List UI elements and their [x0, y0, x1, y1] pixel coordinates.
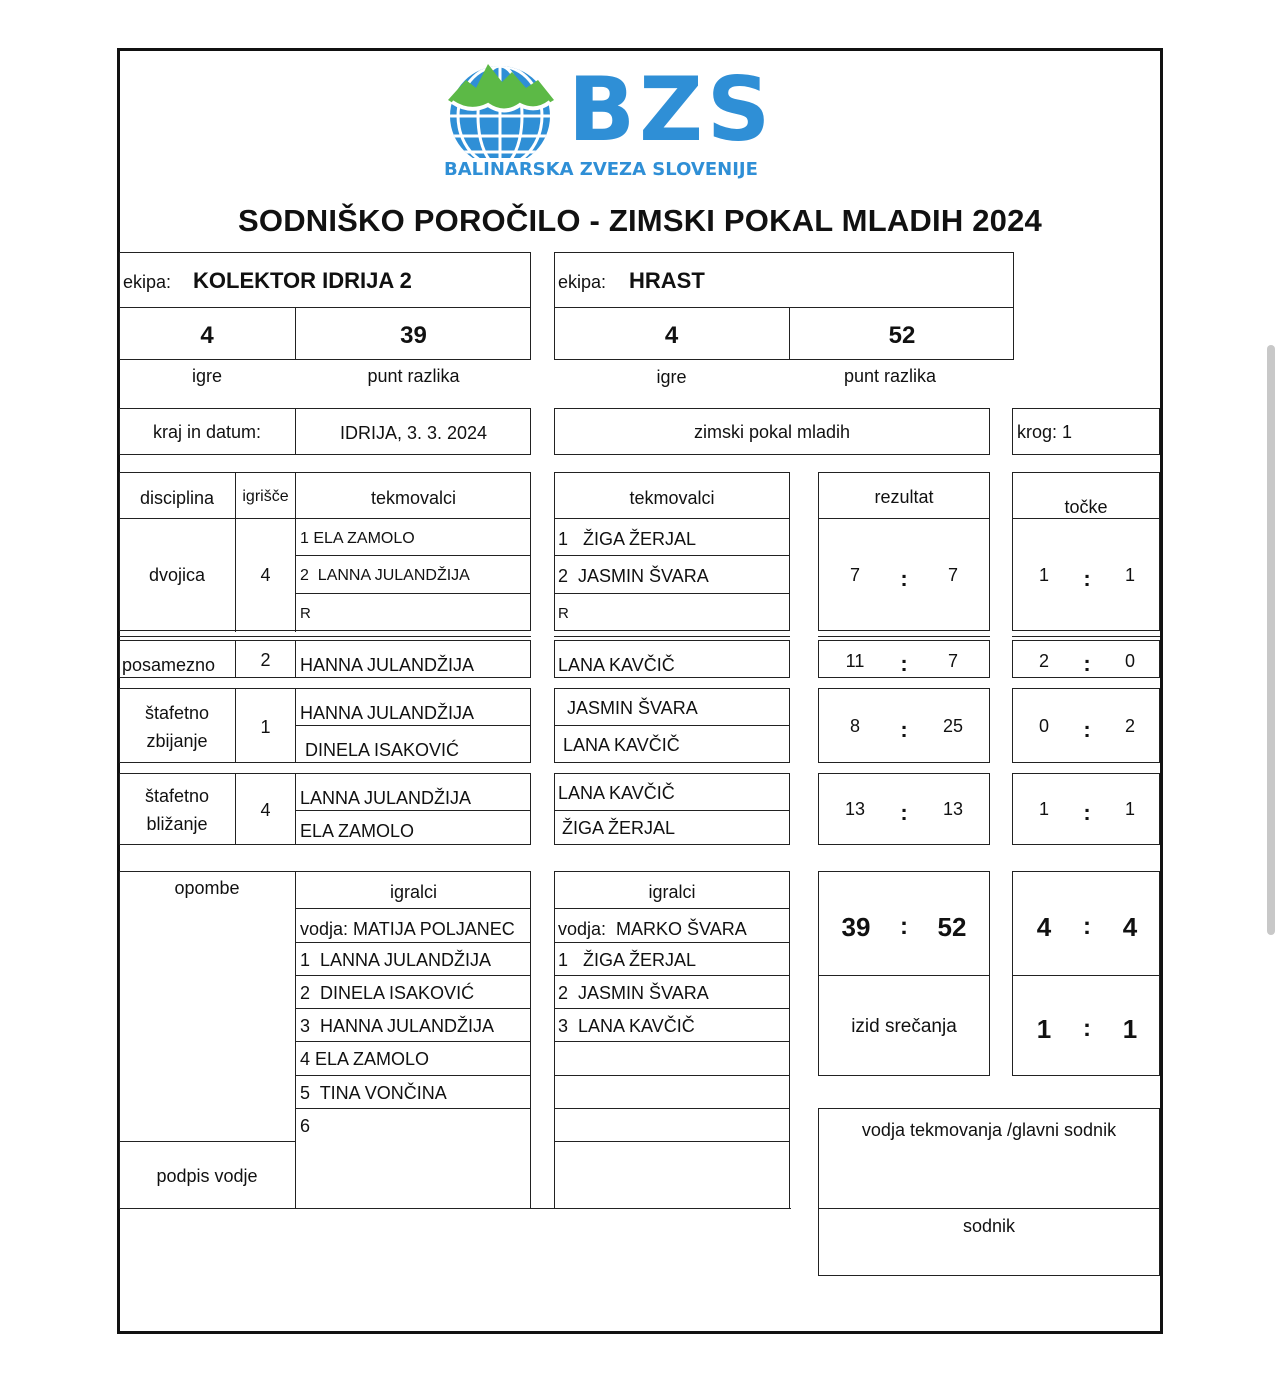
discipline-name: posamezno — [122, 655, 216, 675]
points-colon: : — [1083, 566, 1091, 591]
discipline-name: dvojica — [148, 565, 206, 585]
score-right: 7 — [947, 651, 958, 671]
competitor-left-reserve: R — [300, 605, 311, 622]
discipline-court: 2 — [260, 650, 271, 670]
score-right: 7 — [947, 565, 958, 585]
competitor-right: 1 ŽIGA ŽERJAL — [558, 529, 697, 549]
discipline-name: štafetno — [144, 786, 210, 806]
competitor-right-reserve: R — [558, 605, 569, 622]
player-left: 2 DINELA ISAKOVIĆ — [300, 983, 475, 1003]
round-value: krog: 1 — [1017, 422, 1073, 442]
total-score-left: 39 — [841, 912, 871, 942]
competition-name: zimski pokal mladih — [693, 422, 851, 442]
team-left-point-diff: 39 — [400, 322, 427, 349]
logo-abbreviation: BZS — [568, 58, 775, 161]
player-right-leader: vodja: MARKO ŠVARA — [558, 919, 747, 939]
player-left: 6 — [300, 1116, 311, 1136]
competitor-left: ELA ZAMOLO — [300, 821, 415, 841]
points-right: 1 — [1124, 565, 1135, 585]
discipline-name: štafetno — [144, 703, 210, 723]
label-leader-signature: podpis vodje — [156, 1166, 258, 1186]
team-right-point-diff: 52 — [888, 322, 916, 349]
header-competitors-right: tekmovalci — [629, 488, 715, 508]
player-left: 3 HANNA JULANDŽIJA — [300, 1016, 495, 1036]
competitor-left: HANNA JULANDŽIJA — [300, 703, 475, 723]
label-match-result: izid srečanja — [851, 1016, 957, 1037]
points-right: 0 — [1124, 651, 1135, 671]
score-left: 13 — [844, 799, 866, 819]
competitor-left: 2 LANNA JULANDŽIJA — [300, 567, 470, 584]
discipline-court: 1 — [260, 717, 271, 737]
score-colon: : — [900, 566, 908, 591]
team-right-name: HRAST — [629, 268, 705, 293]
bzs-logo-emblem — [446, 58, 556, 158]
points-right: 1 — [1124, 799, 1135, 819]
competitor-left: DINELA ISAKOVIĆ — [300, 740, 460, 760]
player-left-leader: vodja: MATIJA POLJANEC — [300, 919, 515, 939]
competitor-right: LANA KAVČIČ — [558, 735, 680, 755]
header-points: točke — [1064, 497, 1108, 517]
label-judge: sodnik — [962, 1216, 1016, 1236]
score-colon: : — [900, 651, 908, 676]
header-court: igrišče — [242, 488, 289, 505]
player-right: 2 JASMIN ŠVARA — [558, 983, 709, 1003]
discipline-court: 4 — [260, 565, 271, 585]
points-left: 1 — [1038, 799, 1049, 819]
match-result-left: 1 — [1036, 1014, 1052, 1044]
label-place-date: kraj in datum: — [152, 422, 262, 442]
total-score-right: 52 — [937, 912, 967, 942]
points-colon: : — [1083, 651, 1091, 676]
score-right: 25 — [942, 716, 964, 736]
match-result-colon: : — [1083, 1015, 1091, 1042]
label-punt-left: punt razlika — [367, 366, 460, 386]
discipline-name: bližanje — [146, 814, 208, 834]
header-competitors-left: tekmovalci — [370, 488, 457, 508]
score-left: 11 — [845, 651, 865, 671]
points-colon: : — [1083, 800, 1091, 825]
totals-score-box — [818, 871, 990, 1076]
player-left: 1 LANNA JULANDŽIJA — [300, 950, 492, 970]
label-remarks: opombe — [174, 878, 240, 898]
team-right-games: 4 — [664, 322, 679, 349]
header-players-left: igralci — [389, 882, 437, 902]
points-right: 2 — [1124, 716, 1135, 736]
team-left-name: KOLEKTOR IDRIJA 2 — [193, 268, 412, 293]
points-colon: : — [1083, 717, 1091, 742]
label-punt-right: punt razlika — [843, 366, 937, 386]
place-date-value: IDRIJA, 3. 3. 2024 — [339, 423, 488, 443]
score-left: 8 — [849, 716, 860, 736]
page-title: SODNIŠKO POROČILO - ZIMSKI POKAL MLADIH 2024 — [238, 203, 1042, 238]
total-points-colon: : — [1083, 913, 1091, 940]
competitor-right: LANA KAVČIČ — [558, 783, 675, 803]
totals-points-box — [1012, 871, 1160, 1076]
header-discipline: disciplina — [139, 488, 215, 508]
team-left-games: 4 — [200, 322, 214, 349]
match-result-right: 1 — [1122, 1014, 1138, 1044]
team-left-label: ekipa: — [123, 272, 172, 292]
competitor-left: 1 ELA ZAMOLO — [300, 530, 415, 547]
competitor-left: LANNA JULANDŽIJA — [300, 788, 472, 808]
competitor-right: 2 JASMIN ŠVARA — [558, 566, 709, 586]
discipline-court: 4 — [260, 800, 271, 820]
header-players-right: igralci — [648, 882, 696, 902]
score-colon: : — [900, 717, 908, 742]
label-igre-left: igre — [191, 366, 222, 386]
label-chief-judge: vodja tekmovanja /glavni sodnik — [861, 1120, 1117, 1140]
points-left: 1 — [1038, 565, 1049, 585]
points-left: 2 — [1038, 651, 1049, 671]
logo-name: BALINARSKA ZVEZA SLOVENIJE — [444, 159, 758, 180]
competitor-left: HANNA JULANDŽIJA — [300, 655, 475, 675]
competitor-right: LANA KAVČIČ — [558, 655, 675, 675]
label-igre-right: igre — [656, 367, 687, 387]
total-score-colon: : — [900, 913, 908, 940]
competitor-right: JASMIN ŠVARA — [562, 698, 698, 718]
points-left: 0 — [1038, 716, 1049, 736]
globe-mountain-icon — [446, 58, 556, 158]
discipline-name: zbijanje — [146, 731, 208, 751]
score-left: 7 — [849, 565, 860, 585]
total-points-left: 4 — [1036, 912, 1052, 942]
player-right: 1 ŽIGA ŽERJAL — [558, 950, 697, 970]
player-left: 5 TINA VONČINA — [300, 1083, 447, 1103]
player-left: 4 ELA ZAMOLO — [300, 1049, 430, 1069]
total-points-right: 4 — [1122, 912, 1138, 942]
competitor-right: ŽIGA ŽERJAL — [562, 818, 676, 838]
score-colon: : — [900, 800, 908, 825]
player-right: 3 LANA KAVČIČ — [558, 1016, 695, 1036]
score-right: 13 — [942, 799, 964, 819]
header-result: rezultat — [874, 487, 934, 507]
team-right-label: ekipa: — [558, 272, 607, 292]
scrollbar[interactable] — [1267, 345, 1275, 935]
